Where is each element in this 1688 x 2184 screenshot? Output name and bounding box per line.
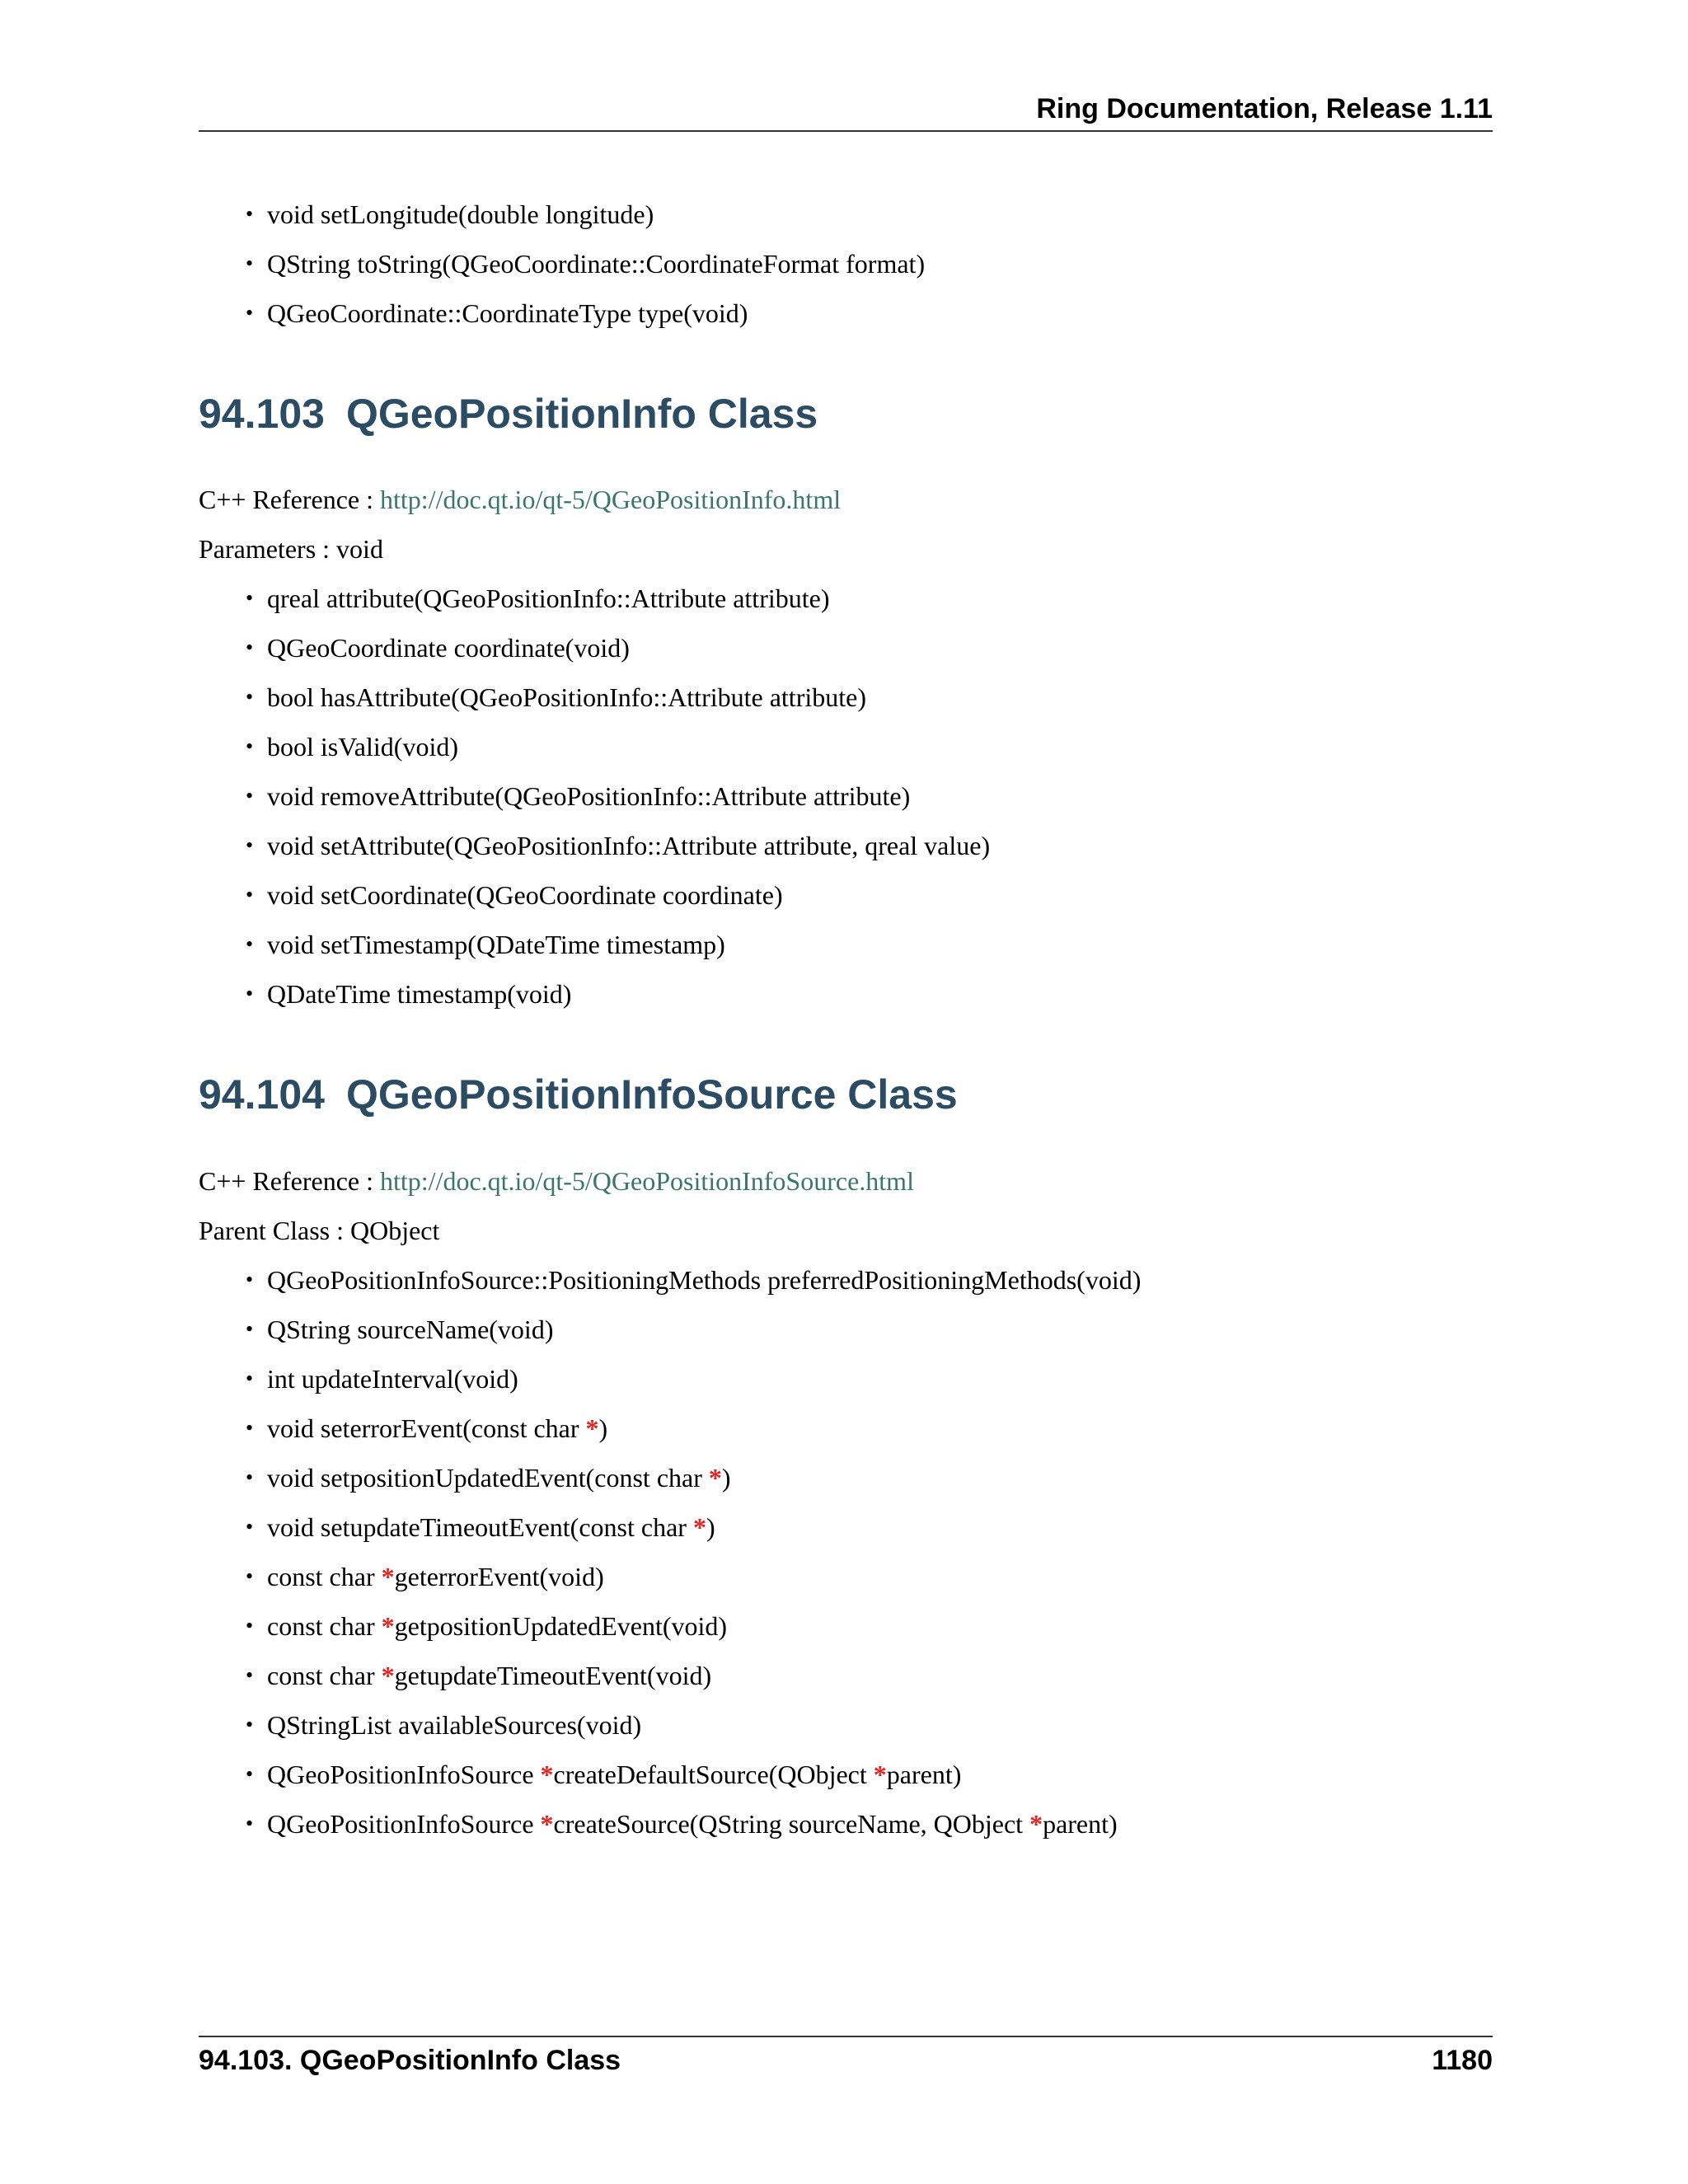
method-signature: QGeoCoordinate::CoordinateType type(void) <box>267 298 748 328</box>
cpp-reference-label: C++ Reference : <box>199 485 380 514</box>
method-list-item <box>246 771 990 821</box>
bullet-icon: • <box>246 932 254 956</box>
bullet-icon: • <box>246 1465 254 1489</box>
page-header <box>199 92 1493 132</box>
method-list-104 <box>246 1255 1141 1849</box>
bullet-icon: • <box>246 1663 254 1687</box>
cpp-reference-link[interactable]: http://doc.qt.io/qt-5/QGeoPositionInfo.html <box>380 485 842 514</box>
method-signature: void setupdateTimeoutEvent(const char *) <box>267 1512 715 1542</box>
bullet-icon: • <box>246 301 254 325</box>
bullet-icon: • <box>246 635 254 659</box>
method-signature: void setTimestamp(QDateTime timestamp) <box>267 930 725 959</box>
method-list-item <box>246 969 990 1019</box>
pointer-asterisk: * <box>873 1760 887 1789</box>
pointer-asterisk: * <box>585 1413 599 1443</box>
method-signature: QGeoCoordinate coordinate(void) <box>267 633 630 663</box>
cpp-reference-label: C++ Reference : <box>199 1166 380 1196</box>
method-signature: void setpositionUpdatedEvent(const char *) <box>267 1463 731 1493</box>
pointer-asterisk: * <box>692 1512 706 1542</box>
bullet-icon: • <box>246 1317 254 1341</box>
parameters-line: Parameters : void <box>199 534 383 564</box>
section-title: QGeoPositionInfoSource Class <box>345 1071 958 1118</box>
method-list-item <box>246 574 990 623</box>
method-signature: void seterrorEvent(const char *) <box>267 1413 608 1443</box>
footer-page-number: 1180 <box>1432 2045 1493 2076</box>
method-signature: QDateTime timestamp(void) <box>267 979 572 1009</box>
bullet-icon: • <box>246 1366 254 1390</box>
bullet-icon: • <box>246 586 254 610</box>
bullet-icon: • <box>246 734 254 758</box>
top-method-list <box>246 190 925 338</box>
method-list-item <box>246 1305 1141 1354</box>
section-heading-104 <box>199 1070 958 1119</box>
bullet-icon: • <box>246 833 254 857</box>
method-list-item <box>246 623 990 673</box>
method-signature: void removeAttribute(QGeoPositionInfo::Attribute attribute) <box>267 781 911 811</box>
method-signature: qreal attribute(QGeoPositionInfo::Attribute attribute) <box>267 583 830 613</box>
method-signature: QGeoPositionInfoSource::PositioningMethods preferredPositioningMethods(void) <box>267 1265 1142 1295</box>
pointer-asterisk: * <box>381 1611 395 1641</box>
section-title: QGeoPositionInfo Class <box>345 391 818 437</box>
section-heading-103 <box>199 389 818 438</box>
pointer-asterisk: * <box>540 1809 554 1839</box>
method-list-item <box>246 1552 1141 1601</box>
method-list-item <box>246 821 990 870</box>
method-list-item <box>246 1651 1141 1700</box>
bullet-icon: • <box>246 202 254 226</box>
bullet-icon: • <box>246 251 254 275</box>
cpp-reference-line-104 <box>199 1156 914 1206</box>
method-signature: const char *getpositionUpdatedEvent(void) <box>267 1611 728 1641</box>
method-signature: void setLongitude(double longitude) <box>267 199 654 229</box>
pointer-asterisk: * <box>381 1661 395 1690</box>
bullet-icon: • <box>246 685 254 709</box>
bullet-icon: • <box>246 1268 254 1291</box>
section-number: 94.103 <box>199 391 325 437</box>
method-list-item <box>246 1354 1141 1404</box>
pointer-asterisk: * <box>381 1562 395 1591</box>
method-list-item <box>246 1750 1141 1799</box>
method-list-item <box>246 288 925 338</box>
method-list-item <box>246 190 925 239</box>
method-list-item <box>246 1453 1141 1502</box>
footer-rule <box>199 2036 1493 2037</box>
method-list-item <box>246 1404 1141 1453</box>
method-list-103 <box>246 574 990 1019</box>
bullet-icon: • <box>246 1515 254 1539</box>
method-signature: void setCoordinate(QGeoCoordinate coordinate) <box>267 880 783 910</box>
pointer-asterisk: * <box>540 1760 554 1789</box>
bullet-icon: • <box>246 784 254 808</box>
method-list-item <box>246 1255 1141 1305</box>
method-list-item <box>246 722 990 771</box>
method-list-item <box>246 1700 1141 1750</box>
footer-section-title: 94.103. QGeoPositionInfo Class <box>199 2045 621 2076</box>
method-signature: const char *getupdateTimeoutEvent(void) <box>267 1661 712 1690</box>
method-signature: QStringList availableSources(void) <box>267 1710 642 1740</box>
pointer-asterisk: * <box>708 1463 722 1493</box>
bullet-icon: • <box>246 1416 254 1440</box>
method-signature: QString toString(QGeoCoordinate::CoordinateFormat format) <box>267 249 926 279</box>
parent-class-line: Parent Class : QObject <box>199 1216 440 1245</box>
method-list-item <box>246 673 990 722</box>
bullet-icon: • <box>246 883 254 907</box>
method-list-item <box>246 239 925 288</box>
bullet-icon: • <box>246 1564 254 1588</box>
cpp-reference-line-103 <box>199 475 841 524</box>
bullet-icon: • <box>246 1762 254 1786</box>
bullet-icon: • <box>246 1614 254 1638</box>
bullet-icon: • <box>246 982 254 1005</box>
method-list-item <box>246 1799 1141 1849</box>
section-number: 94.104 <box>199 1071 325 1118</box>
bullet-icon: • <box>246 1811 254 1835</box>
bullet-icon: • <box>246 1713 254 1736</box>
method-signature: QString sourceName(void) <box>267 1315 554 1344</box>
header-title: Ring Documentation, Release 1.11 <box>1036 93 1493 124</box>
method-list-item <box>246 1502 1141 1552</box>
pointer-asterisk: * <box>1029 1809 1043 1839</box>
method-signature: const char *geterrorEvent(void) <box>267 1562 604 1591</box>
method-signature: bool hasAttribute(QGeoPositionInfo::Attribute attribute) <box>267 682 866 712</box>
cpp-reference-link[interactable]: http://doc.qt.io/qt-5/QGeoPositionInfoSource.html <box>380 1166 914 1196</box>
method-list-item <box>246 870 990 920</box>
method-list-item <box>246 1601 1141 1651</box>
method-signature: int updateInterval(void) <box>267 1364 518 1394</box>
method-signature: bool isValid(void) <box>267 732 458 762</box>
method-signature: QGeoPositionInfoSource *createSource(QString sourceName, QObject *parent) <box>267 1809 1118 1839</box>
method-signature: QGeoPositionInfoSource *createDefaultSource(QObject *parent) <box>267 1760 962 1789</box>
method-signature: void setAttribute(QGeoPositionInfo::Attribute attribute, qreal value) <box>267 831 991 860</box>
method-list-item <box>246 920 990 969</box>
